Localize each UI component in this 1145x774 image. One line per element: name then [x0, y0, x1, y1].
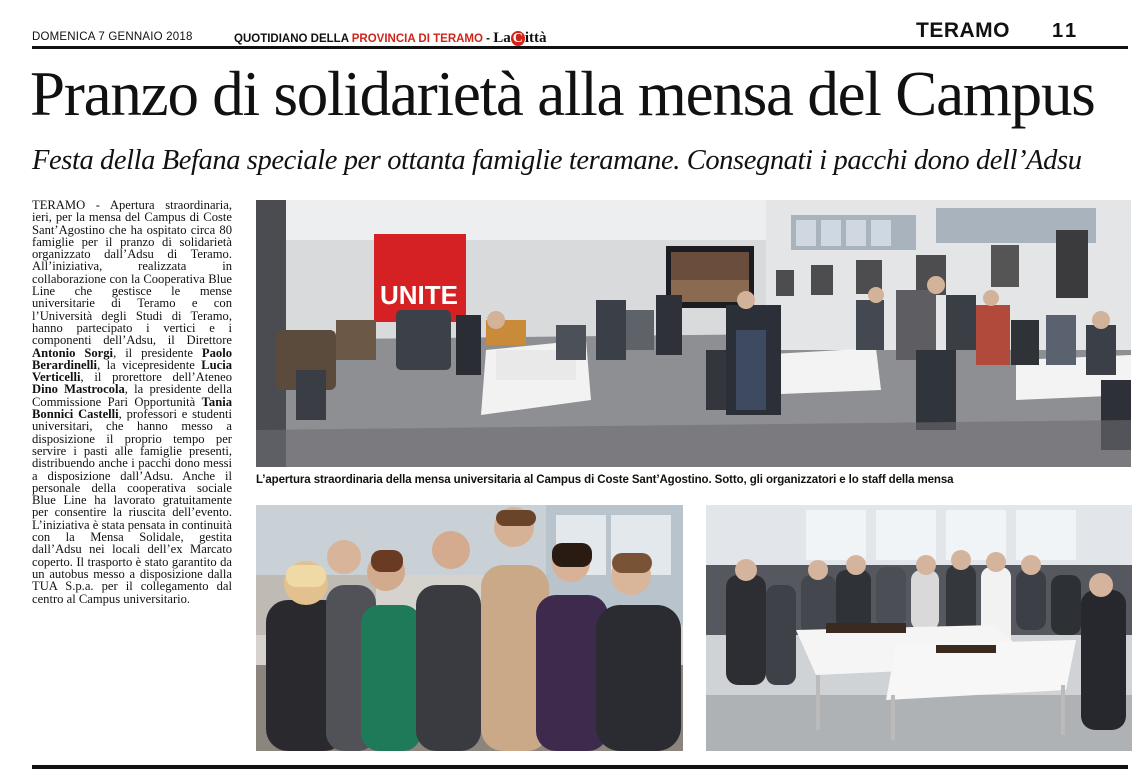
- paper-separator: -: [482, 33, 494, 45]
- person-name: Tania Bonnici Castelli: [32, 394, 232, 422]
- paper-logo: La C ittà: [493, 30, 547, 46]
- page-number: 11: [1052, 20, 1080, 42]
- article-body: TERAMO - Apertura straordinaria, ieri, per la mensa del Campus di Coste Sant’Agostino che ha ospitato circa 80 famiglie per il pranzo di solidarietà organizzato dall’Adsu di Teramo. All’iniziativa, realizzata in collaborazione con la Cooperativa Blue Line che gestisce le mense universitarie di Teramo e con l’Università degli Studi di Teramo, hanno partecipato i vertici e i componenti dell’Adsu, il Direttore Antonio Sorgi, il presidente Paolo Berardinelli, la vicepresidente Lucia Verticelli, il prorettore dell’Ateneo Dino Mastrocola, la presidente della Commissione Pari Opportunità Tania Bonnici Castelli, professori e studenti universitari, che hanno messo a disposizione il proprio tempo per servire i pasti alle famiglie presenti, distribuendo anche i pacchi dono messi a disposizione dall’Adsu. Anche il personale della cooperativa sociale Blue Line ha lavorato gratuitamente per consentire la riuscita dell’evento. L’iniziativa è stata pensata in continuità con la Mensa Solidale, gestita dall’Adsu nei locali dell’ex Marcato coperto. Il trasporto è stato garantito da un autobus messo a disposizione dalla TUA S.p.a. per il collegamento dal centro al Campus universitario.: [32, 198, 232, 606]
- footer-rule: [32, 765, 1128, 769]
- photo-staff: [706, 505, 1132, 751]
- person-name: Antonio Sorgi: [32, 345, 114, 360]
- paper-province: PROVINCIA DI TERAMO: [351, 33, 483, 45]
- person-name: Paolo Berardinelli: [32, 345, 232, 372]
- main-photo-canteen: [256, 200, 1131, 467]
- paper-name: [234, 30, 547, 47]
- header-rule: [32, 46, 1128, 49]
- unite-sign-text: UNITE: [380, 280, 458, 310]
- section-name: TERAMO: [916, 19, 1010, 42]
- article-headline: Pranzo di solidarietà alla mensa del Campus: [30, 59, 1095, 129]
- person-name: Dino Mastrocola: [32, 382, 125, 397]
- article-subhead: Festa della Befana speciale per ottanta famiglie teramane. Consegnati i pacchi dono dell’Adsu: [32, 145, 1082, 176]
- photo-organizers: [256, 505, 683, 751]
- issue-date: DOMENICA 7 GENNAIO 2018: [32, 31, 193, 43]
- paper-prefix: QUOTIDIANO DELLA: [234, 33, 352, 45]
- photo-caption: L’apertura straordinaria della mensa universitaria al Campus di Coste Sant’Agostino. Sotto, gli organizzatori e lo staff della mensa: [256, 474, 954, 486]
- person-name: Lucia Verticelli: [32, 357, 232, 385]
